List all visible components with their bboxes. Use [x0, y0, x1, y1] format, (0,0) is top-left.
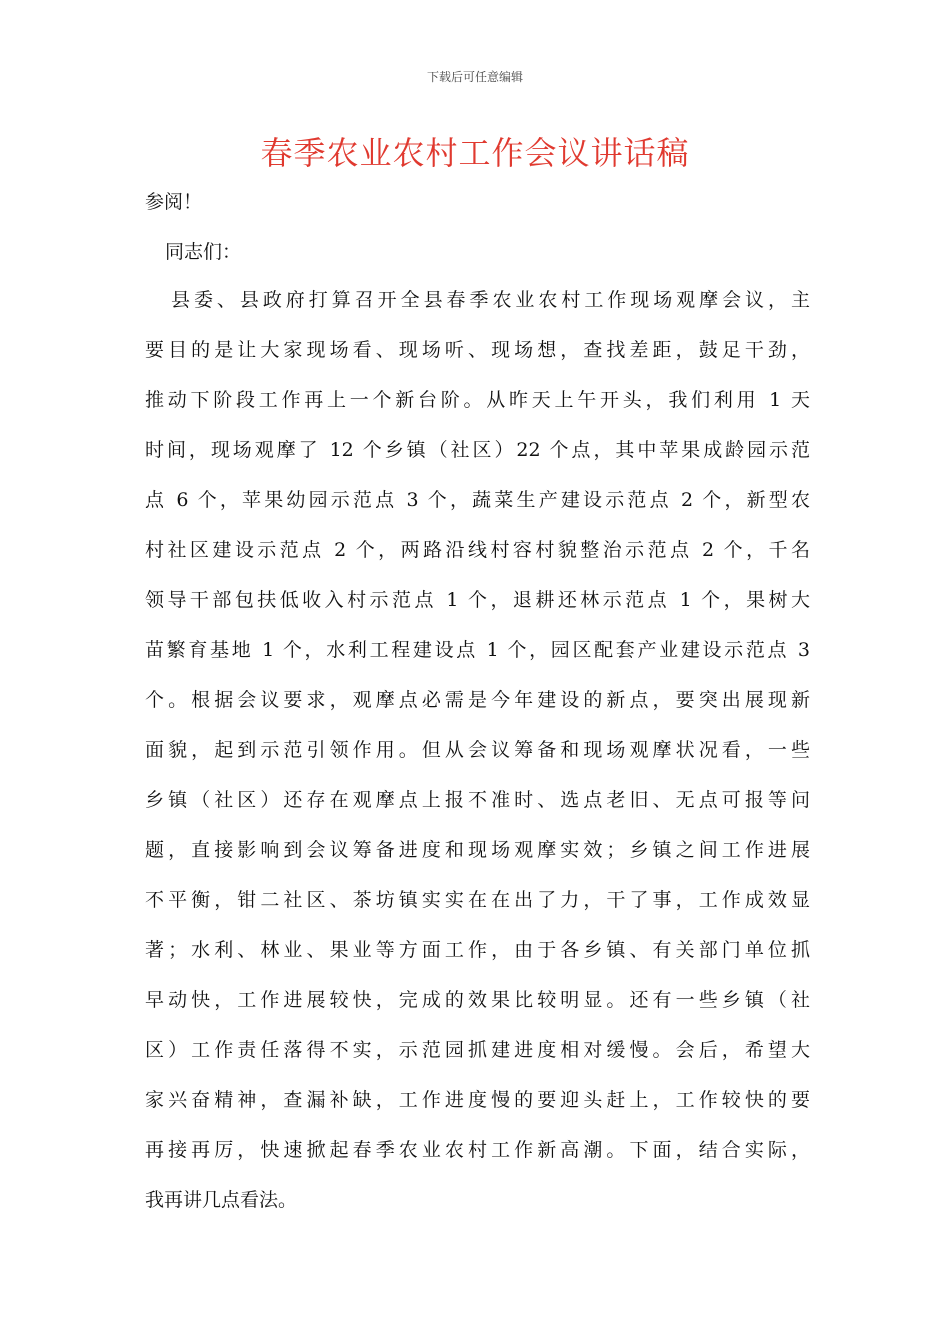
- salutation: 参阅！: [145, 191, 203, 213]
- paragraph-line: 县委、县政府打算召开全县春季农业农村工作现场观摩会议，主: [171, 289, 810, 311]
- paragraph-line: 村社区建设示范点 2 个，两路沿线村容村貌整治示范点 2 个，千名: [145, 539, 810, 561]
- document-title: 春季农业农村工作会议讲话稿: [260, 134, 690, 172]
- paragraph-line: 我再讲几点看法。: [145, 1189, 298, 1211]
- paragraph-line: 个。根据会议要求，观摩点必需是今年建设的新点，要突出展现新: [145, 689, 810, 711]
- paragraph-line: 领导干部包扶低收入村示范点 1 个，退耕还林示范点 1 个，果树大: [145, 589, 810, 611]
- paragraph-line: 点 6 个，苹果幼园示范点 3 个，蔬菜生产建设示范点 2 个，新型农: [145, 489, 810, 511]
- header-note: 下载后可任意编辑: [426, 70, 523, 84]
- paragraph-line: 面貌，起到示范引领作用。但从会议筹备和现场观摩状况看，一些: [145, 739, 810, 761]
- paragraph-line: 著；水利、林业、果业等方面工作，由于各乡镇、有关部门单位抓: [145, 939, 810, 961]
- paragraph-line: 题，直接影响到会议筹备进度和现场观摩实效；乡镇之间工作进展: [145, 839, 810, 861]
- paragraph-line: 乡镇（社区）还存在观摩点上报不准时、选点老旧、无点可报等问: [145, 789, 810, 811]
- paragraph-line: 推动下阶段工作再上一个新台阶。从昨天上午开头，我们利用 1 天: [145, 389, 810, 411]
- paragraph-line: 时间，现场观摩了 12 个乡镇（社区）22 个点，其中苹果成龄园示范: [145, 439, 810, 461]
- paragraph-line: 要目的是让大家现场看、现场听、现场想，查找差距，鼓足干劲，: [145, 339, 810, 361]
- paragraph-line: 不平衡，钳二社区、茶坊镇实实在在出了力，干了事，工作成效显: [145, 889, 810, 911]
- paragraph-line: 早动快，工作进展较快，完成的效果比较明显。还有一些乡镇（社: [145, 989, 810, 1011]
- body-paragraph: [145, 275, 810, 1225]
- paragraph-line: 苗繁育基地 1 个，水利工程建设点 1 个，园区配套产业建设示范点 3: [145, 639, 810, 661]
- paragraph-line: 区）工作责任落得不实，示范园抓建进度相对缓慢。会后，希望大: [145, 1039, 810, 1061]
- greeting: 同志们：: [165, 241, 242, 263]
- paragraph-line: 再接再厉，快速掀起春季农业农村工作新高潮。下面，结合实际，: [145, 1139, 810, 1161]
- paragraph-line: 家兴奋精神，查漏补缺，工作进度慢的要迎头赶上，工作较快的要: [145, 1089, 810, 1111]
